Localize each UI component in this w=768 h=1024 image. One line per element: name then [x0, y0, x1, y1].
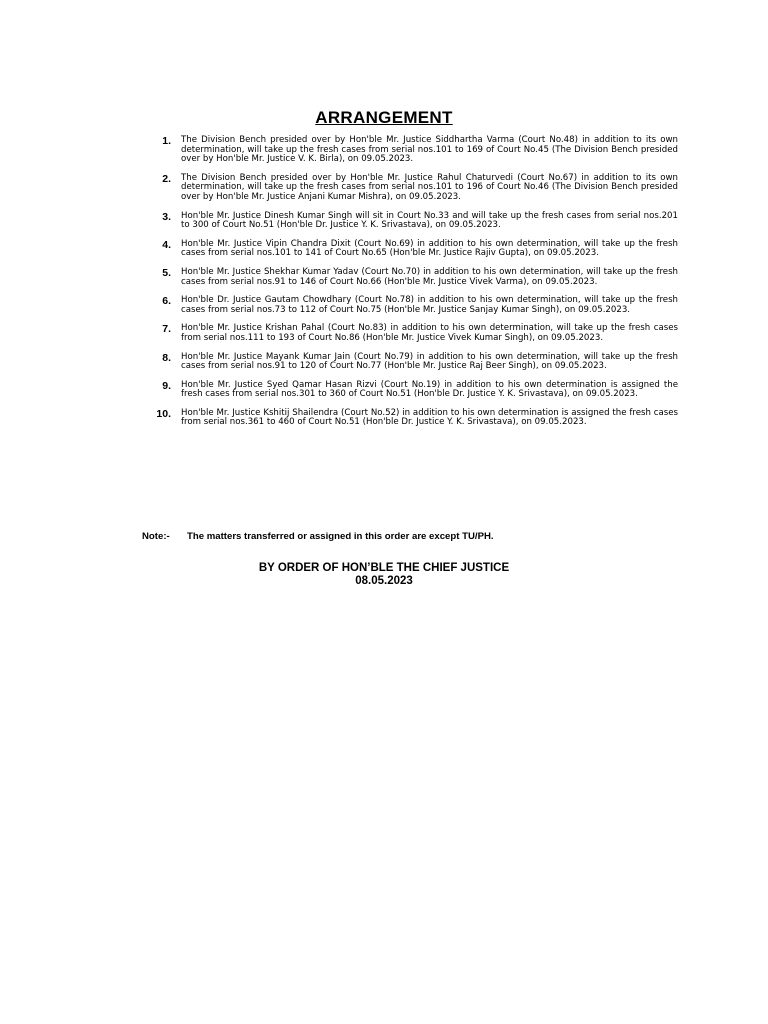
list-item: [140, 212, 678, 231]
item-number: 7.: [162, 323, 171, 336]
item-number: 5.: [162, 266, 171, 279]
list-item: [140, 174, 678, 203]
signoff-line: BY ORDER OF HON’BLE THE CHIEF JUSTICE: [258, 562, 510, 574]
list-item: [140, 240, 678, 259]
document-title: ARRANGEMENT: [315, 108, 453, 127]
list-item: [140, 324, 678, 343]
item-number: 8.: [162, 351, 171, 364]
item-text: Hon'ble Mr. Justice Dinesh Kumar Singh will sit in Court No.33 and will take up the fresh cases from serial nos.201 to 300 of Court No.51 (Hon'ble Dr. Justice Y. K. Srivastava), on 09.05.2023.: [181, 210, 678, 231]
item-text: The Division Bench presided over by Hon'ble Mr. Justice Siddhartha Varma (Court No.48) in addition to its own determination, will take up the fresh cases from serial nos.101 to 169 of Court No.45 (The Division Bench presided over by Hon'ble Mr. Justice V. K. Birla), on 09.05.2023.: [181, 135, 678, 165]
item-number: 6.: [162, 295, 171, 308]
item-number: 4.: [162, 238, 171, 251]
arrangement-list: [140, 136, 678, 437]
item-number: 2.: [162, 172, 171, 185]
signoff-date: 08.05.2023: [355, 575, 413, 587]
item-number: 3.: [162, 210, 171, 223]
note-text: The matters transferred or assigned in this order are except TU/PH.: [187, 531, 494, 542]
list-item: [140, 381, 678, 400]
item-text: Hon'ble Mr. Justice Mayank Kumar Jain (Court No.79) in addition to his own determination, will take up the fresh cases from serial nos.91 to 120 of Court No.77 (Hon'ble Mr. Justice Raj Beer Singh), on 09.05.2023.: [181, 351, 678, 372]
item-text: Hon'ble Dr. Justice Gautam Chowdhary (Court No.78) in addition to his own determination, will take up the fresh cases from serial nos.73 to 112 of Court No.75 (Hon'ble Mr. Justice Sanjay Kumar Singh), on 09.05.2023.: [181, 295, 678, 315]
note-label: Note:-: [142, 531, 170, 542]
item-text: Hon'ble Mr. Justice Shekhar Kumar Yadav (Court No.70) in addition to his own determination, will take up the fresh cases from serial nos.91 to 146 of Court No.66 (Hon'ble Mr. Justice Vivek Varma), on 09.05.2023.: [181, 266, 678, 287]
list-item: [140, 268, 678, 287]
list-item: [140, 296, 678, 315]
item-text: The Division Bench presided over by Hon'ble Mr. Justice Rahul Chaturvedi (Court No.67) in addition to its own determination, will take up the fresh cases from serial nos.101 to 196 of Court No.46 (The Division Bench presided over by Hon'ble Mr. Justice Anjani Kumar Mishra), on 09.05.2023.: [181, 172, 678, 202]
signoff: [0, 562, 768, 588]
list-item: [140, 409, 678, 428]
list-item: [140, 353, 678, 372]
item-text: Hon'ble Mr. Justice Kshitij Shailendra (Court No.52) in addition to his own determination is assigned the fresh cases from serial nos.361 to 460 of Court No.51 (Hon'ble Dr. Justice Y. K. Srivastava), on 09.05.2023.: [181, 407, 678, 428]
list-item: [140, 136, 678, 165]
item-number: 1.: [162, 135, 171, 147]
item-text: Hon'ble Mr. Justice Syed Qamar Hasan Rizvi (Court No.19) in addition to his own determination is assigned the fresh cases from serial nos.301 to 360 of Court No.51 (Hon'ble Dr. Justice Y. K. Srivastava), on 09.05.2023.: [181, 379, 678, 400]
item-number: 9.: [162, 379, 171, 392]
item-text: Hon'ble Mr. Justice Vipin Chandra Dixit (Court No.69) in addition to his own determination, will take up the fresh cases from serial nos.101 to 141 of Court No.65 (Hon'ble Mr. Justice Rajiv Gupta), on 09.05.2023.: [181, 238, 678, 259]
item-text: Hon'ble Mr. Justice Krishan Pahal (Court No.83) in addition to his own determination, will take up the fresh cases from serial nos.111 to 193 of Court No.86 (Hon'ble Mr. Justice Vivek Kumar Singh), on 09.05.2023.: [181, 323, 678, 343]
note: [142, 531, 682, 542]
item-number: 10.: [156, 407, 171, 420]
